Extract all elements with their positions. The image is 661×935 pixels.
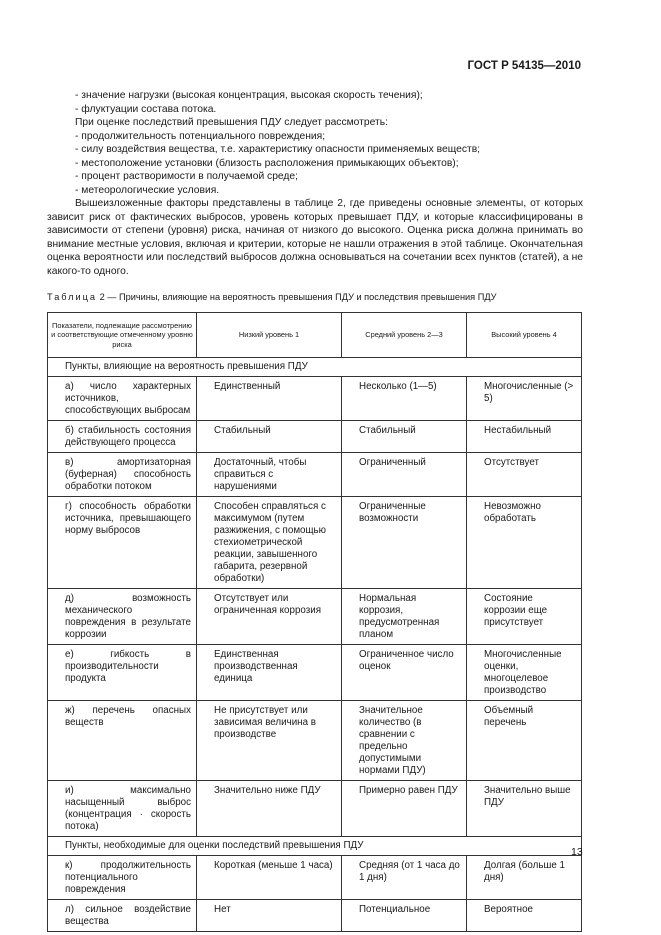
table-caption bbox=[47, 292, 587, 302]
table-cell: Значительное количество (в сравнении с предельно допустимыми нормами ПДУ) bbox=[342, 701, 467, 781]
list-item: - местоположение установки (близость расположения примыкающих объектов); bbox=[75, 157, 459, 169]
table-cell: Ограниченное число оценок bbox=[342, 645, 467, 701]
table-caption-label: Таблица bbox=[47, 292, 98, 302]
table-cell: Значительно выше ПДУ bbox=[467, 781, 582, 837]
table-cell: Стабильный bbox=[197, 421, 342, 453]
table-cell: Примерно равен ПДУ bbox=[342, 781, 467, 837]
body-text bbox=[47, 89, 583, 278]
table-header-cell: Показатели, подлежащие рассмотрению и соответствующие отмеченному уровню риска bbox=[48, 313, 197, 358]
list-item: - силу воздействия вещества, т.е. характеристику опасности применяемых веществ; bbox=[75, 144, 481, 155]
table-cell: Долгая (больше 1 дня) bbox=[467, 856, 582, 900]
table-cell: Способен справляться с максимумом (путем разжижения, с помощью стехиометрической реакции, завышенного габарита, резервной обработки) bbox=[197, 497, 342, 589]
table-cell: Потенциальное bbox=[342, 900, 467, 932]
table-section-row bbox=[48, 358, 582, 377]
table-cell: е) гибкость в производительности продукта bbox=[48, 645, 197, 701]
table-cell: Не присутствует или зависимая величина в производстве bbox=[197, 701, 342, 781]
table-cell: Стабильный bbox=[342, 421, 467, 453]
risk-table bbox=[47, 312, 582, 932]
table-row bbox=[48, 589, 582, 645]
table-header-cell: Высокий уровень 4 bbox=[467, 313, 582, 358]
table-header-cell: Средний уровень 2—3 bbox=[342, 313, 467, 358]
table-cell: Значительно ниже ПДУ bbox=[197, 781, 342, 837]
paragraph: При оценке последствий превышения ПДУ следует рассмотреть: bbox=[75, 117, 388, 128]
table-row bbox=[48, 497, 582, 589]
table-cell: Короткая (меньше 1 часа) bbox=[197, 856, 342, 900]
table-cell: ж) перечень опасных веществ bbox=[48, 701, 197, 781]
page-number: 13 bbox=[571, 846, 583, 858]
table-cell: и) максимально насыщенный выброс (концентрация · скорость потока) bbox=[48, 781, 197, 837]
table-cell: к) продолжительность потенциального повреждения bbox=[48, 856, 197, 900]
table-row bbox=[48, 900, 582, 932]
table-cell: д) возможность механического повреждения в результате коррозии bbox=[48, 589, 197, 645]
list-item: - метеорологические условия. bbox=[75, 184, 220, 196]
table-row bbox=[48, 377, 582, 421]
table-row bbox=[48, 781, 582, 837]
list-item: - флуктуации состава потока. bbox=[75, 103, 217, 115]
table-cell: Ограниченные возможности bbox=[342, 497, 467, 589]
table-cell: а) число характерных источников, способствующих выбросам bbox=[48, 377, 197, 421]
table-cell: б) стабильность состояния действующего процесса bbox=[48, 421, 197, 453]
table-cell: Несколько (1—5) bbox=[342, 377, 467, 421]
table-cell: Достаточный, чтобы справиться с нарушениями bbox=[197, 453, 342, 497]
table-row bbox=[48, 453, 582, 497]
table-cell: Нормальная коррозия, предусмотренная планом bbox=[342, 589, 467, 645]
table-row bbox=[48, 645, 582, 701]
table-row bbox=[48, 701, 582, 781]
list-item: - продолжительность потенциального повреждения; bbox=[75, 130, 326, 142]
table-cell: Единственный bbox=[197, 377, 342, 421]
table-cell: Состояние коррозии еще присутствует bbox=[467, 589, 582, 645]
section-title: Пункты, влияющие на вероятность превышения ПДУ bbox=[48, 358, 582, 377]
table-cell: Нестабильный bbox=[467, 421, 582, 453]
paragraph: Вышеизложенные факторы представлены в таблице 2, где приведены основные элементы, от которых зависит риск от фактических выбросов, уровень которых превышает ПДУ, и которые классифицированы в зависимости от степени (уровня) риска, начиная от низкого до высокого. Оценка риска должна принимать во внимание местные условия, включая и критерии, которые не нашли отражения в этой таблице. Окончательная оценка вероятности или последствий выбросов должна основываться на сочетании всех пунктов (статей), а не какого-то одного. bbox=[47, 198, 583, 277]
table-cell: Ограниченный bbox=[342, 453, 467, 497]
table-header-cell: Низкий уровень 1 bbox=[197, 313, 342, 358]
table-row bbox=[48, 856, 582, 900]
table-cell: Невозможно обработать bbox=[467, 497, 582, 589]
table-row bbox=[48, 421, 582, 453]
table-section-row bbox=[48, 837, 582, 856]
table-cell: Нет bbox=[197, 900, 342, 932]
table-cell: Объемный перечень bbox=[467, 701, 582, 781]
table-cell: в) амортизаторная (буферная) способность обработки потоком bbox=[48, 453, 197, 497]
table-cell: Единственная производственная единица bbox=[197, 645, 342, 701]
list-item: - процент растворимости в получаемой среде; bbox=[75, 171, 299, 182]
table-header-row bbox=[48, 313, 582, 358]
table-cell: Вероятное bbox=[467, 900, 582, 932]
table-cell: Отсутствует bbox=[467, 453, 582, 497]
table-cell: Отсутствует или ограниченная коррозия bbox=[197, 589, 342, 645]
table-cell: л) сильное воздействие вещества bbox=[48, 900, 197, 932]
table-cell: Многочисленные (> 5) bbox=[467, 377, 582, 421]
table-cell: г) способность обработки источника, превышающего норму выбросов bbox=[48, 497, 197, 589]
document-id: ГОСТ Р 54135—2010 bbox=[467, 60, 581, 72]
table-cell: Средняя (от 1 часа до 1 дня) bbox=[342, 856, 467, 900]
table-cell: Многочисленные оценки, многоцелевое производство bbox=[467, 645, 582, 701]
table-caption-text: 2 — Причины, влияющие на вероятность превышения ПДУ и последствия превышения ПДУ bbox=[99, 292, 497, 302]
section-title: Пункты, необходимые для оценки последствий превышения ПДУ bbox=[48, 837, 582, 856]
list-item: - значение нагрузки (высокая концентрация, высокая скорость течения); bbox=[75, 90, 423, 101]
